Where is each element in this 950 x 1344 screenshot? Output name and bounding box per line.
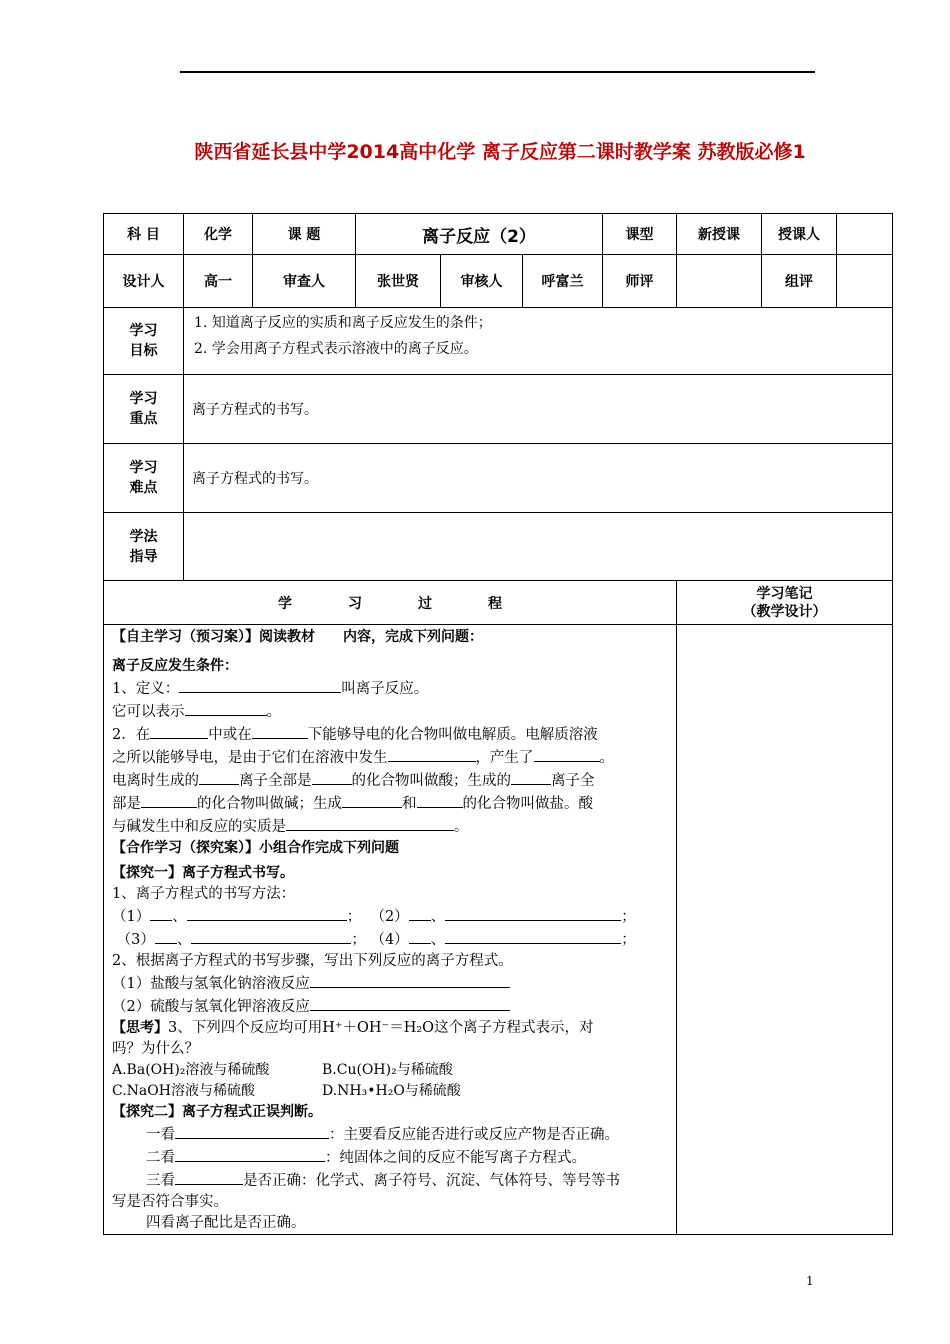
notes-cell — [677, 625, 893, 1235]
teacher-label: 授课人 — [762, 214, 837, 255]
conditions-heading: 离子反应发生条件： — [112, 658, 238, 674]
teacher-value — [837, 214, 893, 255]
reviewer-value: 张世贤 — [356, 255, 441, 308]
header-row-2 — [104, 255, 893, 308]
group-review-value — [837, 255, 893, 308]
page-number: 1 — [806, 1274, 814, 1288]
option-d: D.NH₃•H₂O与稀硫酸 — [322, 1083, 461, 1099]
method-label: 学法 指导 — [104, 513, 184, 581]
lesson-plan-table — [103, 213, 893, 1235]
header-rule — [180, 71, 815, 73]
header-row-1 — [104, 214, 893, 255]
key-point-label: 学习 重点 — [104, 375, 184, 444]
document-title: 陕西省延长县中学2014高中化学 离子反应第二课时教学案 苏教版必修1 — [194, 141, 806, 163]
key-point-text: 离子方程式的书写。 — [184, 375, 893, 444]
difficulty-text: 离子方程式的书写。 — [184, 444, 893, 513]
method-text — [184, 513, 893, 581]
explore-one-heading: 【探究一】离子方程式书写。 — [112, 865, 294, 881]
group-review-label: 组评 — [762, 255, 837, 308]
subject-value: 化学 — [184, 214, 253, 255]
topic-value: 离子反应（2） — [356, 214, 603, 255]
reviewer-label: 审查人 — [253, 255, 356, 308]
teacher-review-label: 师评 — [603, 255, 677, 308]
subject-label: 科 目 — [104, 214, 184, 255]
goals-label: 学习 目标 — [104, 308, 184, 375]
auditor-value: 呼富兰 — [523, 255, 603, 308]
key-point-row — [104, 375, 893, 444]
auditor-label: 审核人 — [441, 255, 523, 308]
lesson-type-label: 课型 — [603, 214, 677, 255]
process-content: 【自主学习（预习案）】阅读教材 内容，完成下列问题： 离子反应发生条件： 1、定义： 叫离子反应。 它可以表示 。 2．在 中或在 下能够导电的化合物叫做电解质。电解质溶液 之所以能够导电，是由于它们在溶液中发生 ，产生了 。 电离时生成的 离子全部是 的化合物叫做酸；生成的 离子全 部是 的化合物叫做碱；生成 和 的化合物叫做盐。酸 与碱发生中和反应的实质是 。 【合作学习（探究案）】小组合作完成下列问题 【探究一】离子方程式书写。 1、离子方程式的书写方法： （1） 、 ； （2） 、 ； （3） 、 ； （4） 、 ； 2、根据离子方程式的书写步骤，写出下列反应的离子方程式。 （1）盐酸与氢氧化钠溶液反应 （2）硫酸与氢氧化钾溶液反应 【思考】3、下列四个反应均可用H⁺＋OH⁻＝H₂O这个离子方程式表示，对 吗？为什么？ A.Ba(OH)₂溶液与稀硫酸 B.Cu(OH)₂与稀硫酸 C.NaOH溶液与稀硫酸 D.NH₃•H₂O与稀硫酸 【探究二】离子方程式正误判断。 一看 ：主要看反应能否进行或反应产物是否正确。 二看 ：纯固体之间的反应不能写离子方程式。 三看 是否正确：化学式、离子符号、沉淀、气体符号、等号等书 写是否符合事实。 四看离子配比是否正确。 — [104, 625, 677, 1235]
self-study-heading: 【自主学习（预习案）】阅读教材 内容，完成下列问题： — [112, 629, 483, 645]
goal-item: 2. 学会用离子方程式表示溶液中的离子反应。 — [194, 341, 478, 357]
topic-label: 课 题 — [253, 214, 356, 255]
option-b: B.Cu(OH)₂与稀硫酸 — [322, 1062, 453, 1078]
goal-item: 1. 知道离子反应的实质和离子反应发生的条件； — [194, 315, 492, 331]
explore-two-heading: 【探究二】离子方程式正误判断。 — [112, 1104, 322, 1120]
notes-header-title: 学习笔记 — [756, 585, 813, 602]
designer-label: 设计人 — [104, 255, 184, 308]
cooperative-heading: 【合作学习（探究案）】小组合作完成下列问题 — [112, 840, 399, 856]
process-header: 学 习 过 程 — [104, 581, 677, 625]
process-header-row — [104, 581, 893, 625]
notes-header — [677, 581, 893, 625]
difficulty-label: 学习 难点 — [104, 444, 184, 513]
process-row — [104, 625, 893, 1235]
goals-row — [104, 308, 893, 375]
goals-cell — [184, 308, 893, 375]
designer-value: 高一 — [184, 255, 253, 308]
method-row — [104, 513, 893, 581]
difficulty-row — [104, 444, 893, 513]
lesson-type-value: 新授课 — [677, 214, 762, 255]
option-c: C.NaOH溶液与稀硫酸 — [112, 1083, 255, 1099]
teacher-review-value — [677, 255, 762, 308]
option-a: A.Ba(OH)₂溶液与稀硫酸 — [112, 1062, 270, 1078]
notes-header-subtitle: （教学设计） — [742, 603, 827, 620]
